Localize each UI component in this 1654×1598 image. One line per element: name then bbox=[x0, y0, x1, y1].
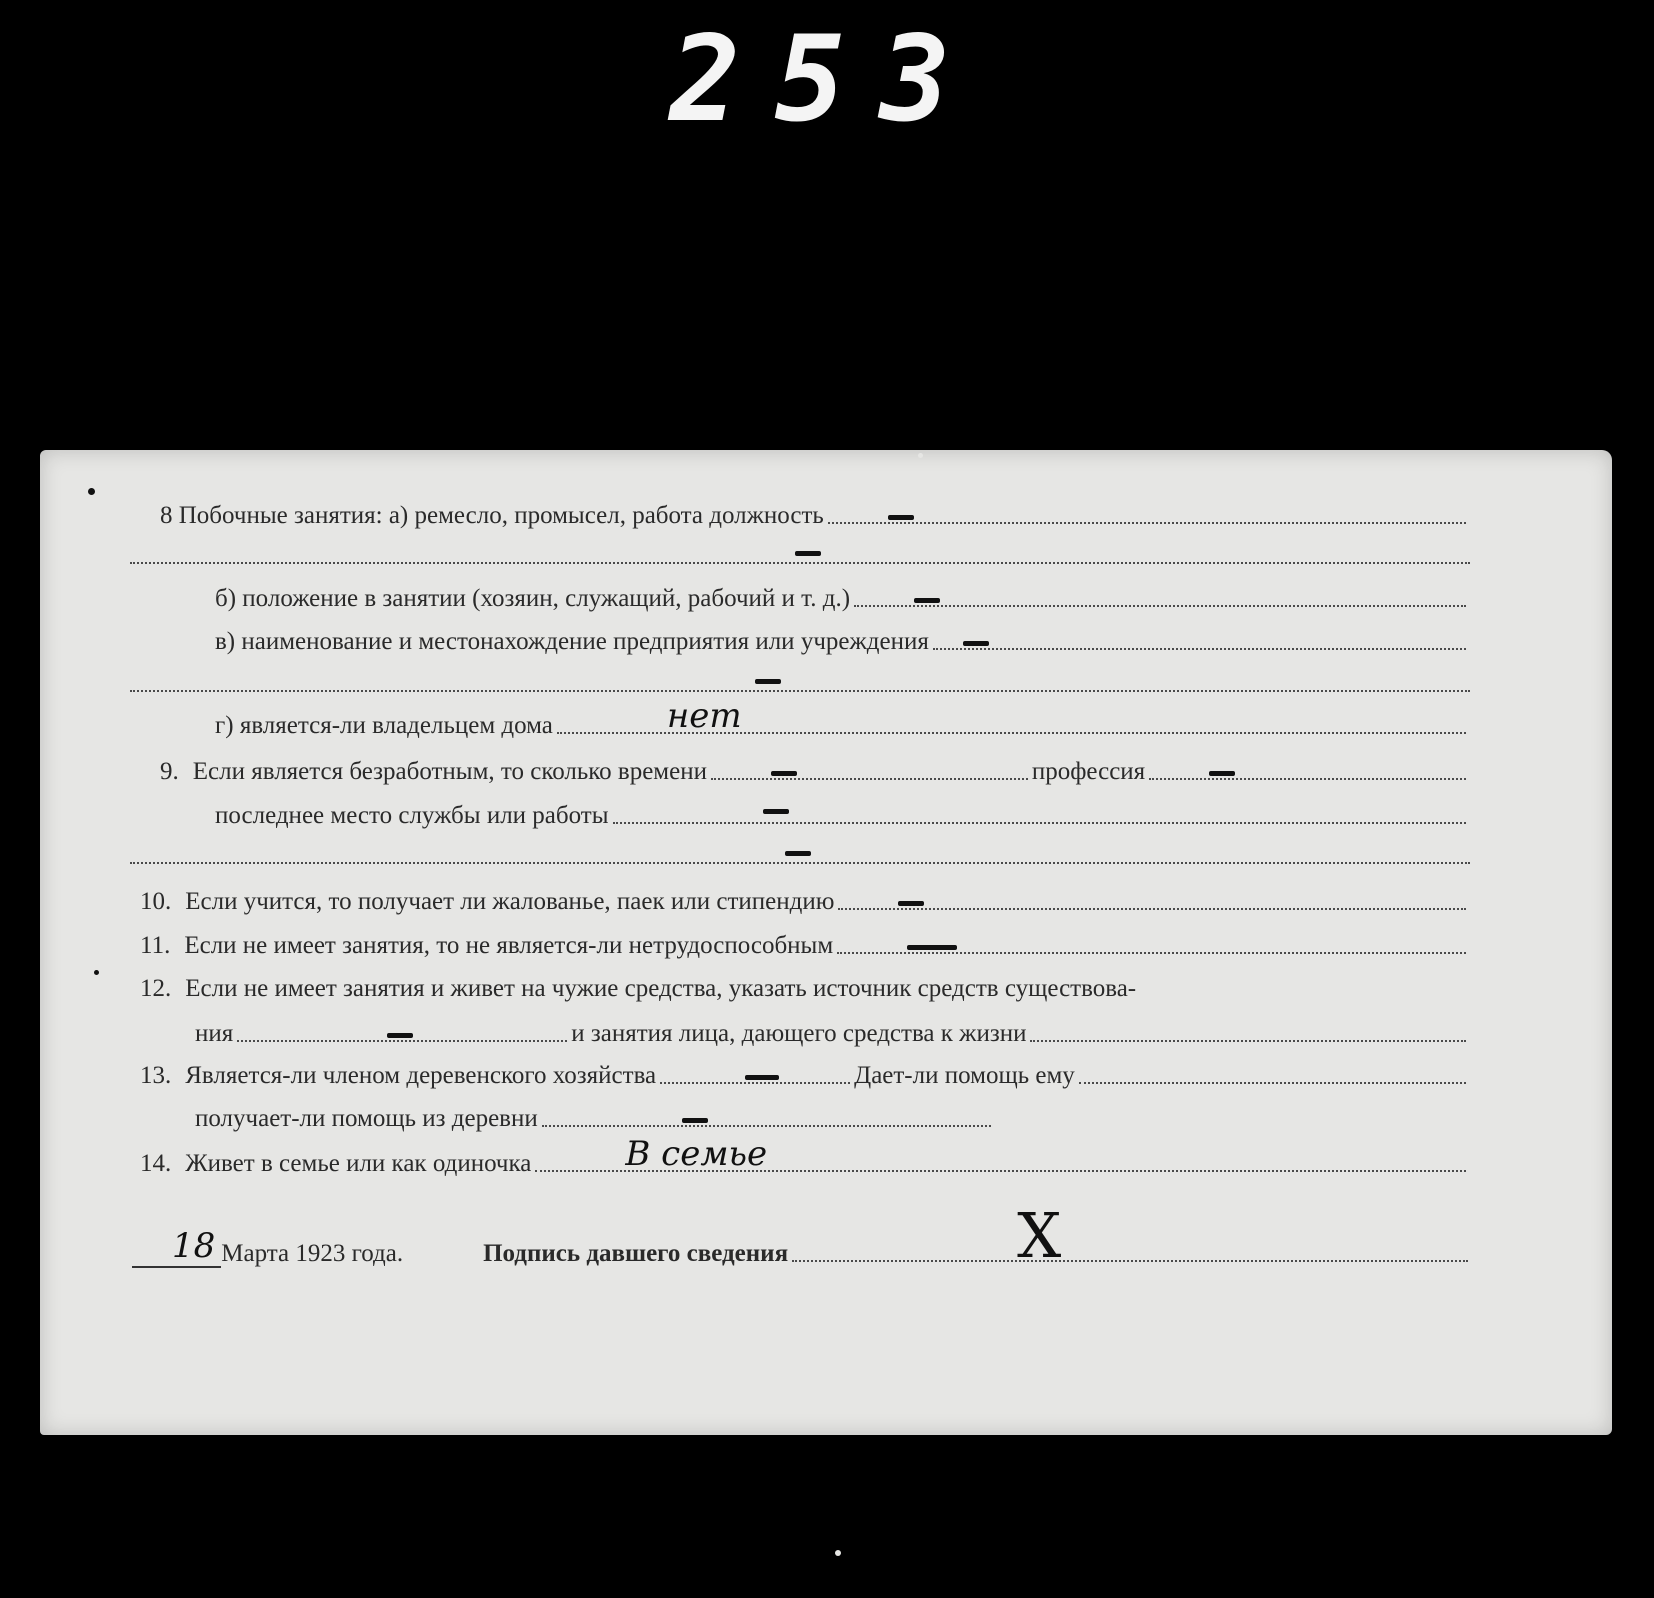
q8v-label: в) наименование и местонахождение предприятия или учреждения bbox=[215, 628, 929, 655]
q8b-row bbox=[215, 585, 1470, 613]
q9-profession-label: профессия bbox=[1031, 758, 1146, 785]
q8-label: 8 Побочные занятия: а) ремесло, промысел, работа должность bbox=[160, 502, 824, 529]
q8v-row bbox=[215, 628, 1470, 656]
q12-cont-a: ния bbox=[195, 1020, 234, 1047]
q13-row bbox=[140, 1062, 1470, 1090]
q13-number: 13. bbox=[140, 1062, 172, 1089]
q9-row bbox=[160, 758, 1470, 786]
signature-label: Подпись давшего сведения bbox=[483, 1240, 789, 1267]
date-rest: Марта 1923 года. bbox=[221, 1240, 404, 1267]
q10-number: 10. bbox=[140, 888, 172, 915]
q9-label: Если является безработным, то сколько времени bbox=[192, 758, 707, 785]
date-day: 18 bbox=[132, 1226, 221, 1268]
q13-receives-label: получает-ли помощь из деревни bbox=[195, 1105, 538, 1132]
q14-label: Живет в семье или как одиночка bbox=[185, 1150, 532, 1177]
q12-cont-row bbox=[195, 1020, 1470, 1048]
q9-number: 9. bbox=[160, 758, 179, 785]
signature-mark: X bbox=[1017, 1199, 1062, 1272]
q8g-row bbox=[215, 696, 1470, 740]
paper-speck bbox=[94, 970, 99, 975]
q8g-answer: нет bbox=[666, 696, 742, 736]
q12-cont-b: и занятия лица, дающего средства к жизни bbox=[571, 1020, 1027, 1047]
q8b-label: б) положение в занятии (хозяин, служащий, рабочий и т. д.) bbox=[215, 585, 851, 612]
q12-number: 12. bbox=[140, 975, 172, 1002]
q13-help-label: Дает-ли помощь ему bbox=[854, 1062, 1075, 1089]
q13-label: Является-ли членом деревенского хозяйства bbox=[185, 1062, 657, 1089]
q12-row bbox=[140, 975, 1470, 1003]
q10-row bbox=[140, 888, 1470, 916]
q9-continuation-line bbox=[130, 862, 1470, 864]
q11-row bbox=[140, 932, 1470, 960]
date-signature-row bbox=[132, 1199, 1472, 1272]
frame-number: 253 bbox=[669, 10, 985, 148]
q11-number: 11. bbox=[140, 932, 171, 959]
q8v-continuation-line bbox=[130, 690, 1470, 692]
q12-label: Если не имеет занятия и живет на чужие средства, указать источник средств существова- bbox=[185, 975, 1137, 1002]
paper-speck bbox=[88, 488, 95, 495]
census-form-card bbox=[40, 450, 1612, 1435]
q8g-label: г) является-ли владельцем дома bbox=[215, 712, 553, 739]
q9-last-place-label: последнее место службы или работы bbox=[215, 802, 609, 829]
q8-fill bbox=[828, 522, 1466, 524]
q9-last-place-row bbox=[215, 802, 1470, 830]
q13-receives-row bbox=[195, 1105, 995, 1133]
film-speck bbox=[835, 1550, 841, 1556]
q14-answer: В семье bbox=[625, 1134, 768, 1174]
q14-number: 14. bbox=[140, 1150, 172, 1177]
q8-row bbox=[160, 502, 1470, 530]
q11-label: Если не имеет занятия, то не является-ли нетрудоспособным bbox=[184, 932, 834, 959]
q14-row bbox=[140, 1134, 1470, 1178]
q10-label: Если учится, то получает ли жалованье, паек или стипендию bbox=[185, 888, 835, 915]
q8-continuation-line bbox=[130, 562, 1470, 564]
film-speck bbox=[918, 453, 923, 458]
